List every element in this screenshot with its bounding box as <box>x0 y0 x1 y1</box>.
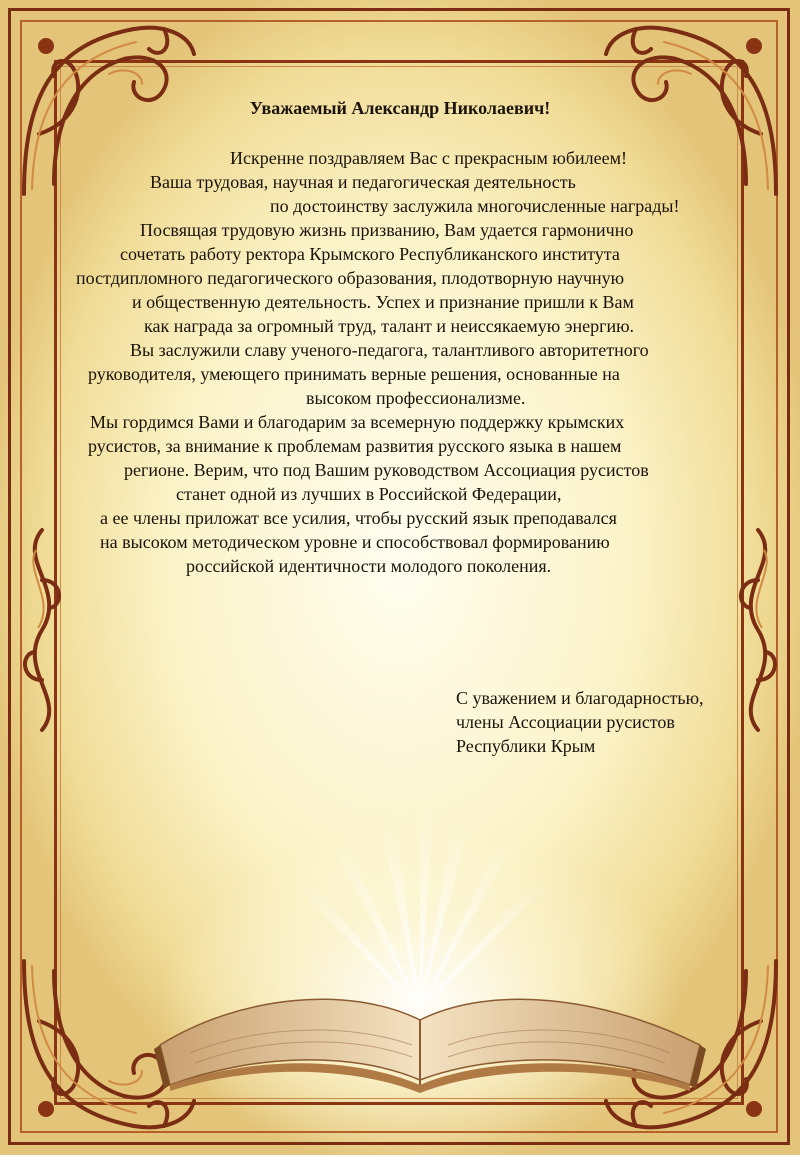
body-line: Вы заслужили славу ученого-педагога, талантливого авторитетного <box>130 340 649 360</box>
signature-line: члены Ассоциации русистов <box>456 712 675 732</box>
body-line: русистов, за внимание к проблемам развития русского языка в нашем <box>88 436 622 456</box>
floral-scroll-icon <box>12 520 72 740</box>
salutation: Уважаемый Александр Николаевич! <box>249 98 551 118</box>
body-line: станет одной из лучших в Российской Федерации, <box>176 484 562 504</box>
body-line: как награда за огромный труд, талант и неиссякаемую энергию. <box>144 316 635 336</box>
body-line: по достоинству заслужила многочисленные награды! <box>270 196 680 216</box>
open-book-icon <box>150 985 710 1095</box>
body-line: высоком профессионализме. <box>306 388 526 408</box>
body-line: на высоком методическом уровне и способствовал формированию <box>100 532 610 552</box>
body-line: российской идентичности молодого поколения. <box>186 556 552 576</box>
signature-line: С уважением и благодарностью, <box>456 688 704 708</box>
body-line: Ваша трудовая, научная и педагогическая деятельность <box>150 172 576 192</box>
body-line: руководителя, умеющего принимать верные решения, основанные на <box>88 364 620 384</box>
body-line: сочетать работу ректора Крымского Республиканского института <box>120 244 620 264</box>
body-line: Посвящая трудовую жизнь призванию, Вам удается гармонично <box>140 220 634 240</box>
body-line: постдипломного педагогического образования, плодотворную научную <box>76 268 625 288</box>
body-line: регионе. Верим, что под Вашим руководством Ассоциация русистов <box>124 460 649 480</box>
body-line: и общественную деятельность. Успех и признание пришли к Вам <box>132 292 634 312</box>
body-line: а ее члены приложат все усилия, чтобы русский язык преподавался <box>100 508 617 528</box>
letter-body <box>70 146 730 578</box>
signature-block <box>456 686 766 758</box>
signature-line: Республики Крым <box>456 736 596 756</box>
body-line: Мы гордимся Вами и благодарим за всемерную поддержку крымских <box>90 412 625 432</box>
body-line: Искренне поздравляем Вас с прекрасным юбилеем! <box>230 148 627 168</box>
